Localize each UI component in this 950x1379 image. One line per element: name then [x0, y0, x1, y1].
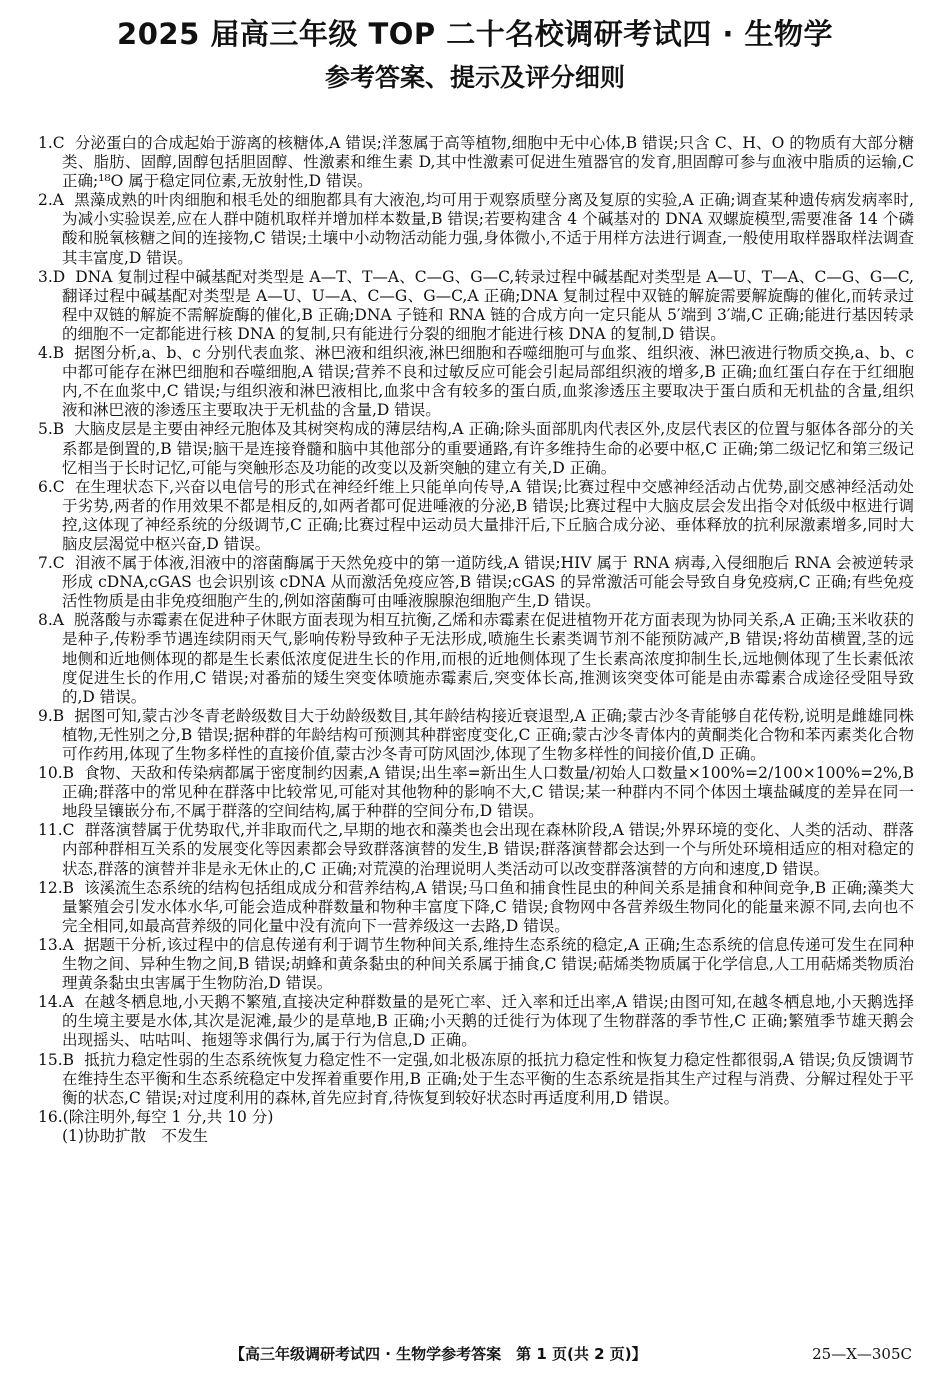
answer-number: 16.: [38, 1107, 63, 1126]
answer-number: 11.: [38, 821, 63, 840]
answer-letter: C: [52, 554, 65, 573]
answer-number: 15.: [38, 1050, 63, 1069]
answer-item-7: [38, 554, 914, 611]
answer-letter: B: [62, 764, 75, 783]
answer-letter: B: [62, 1050, 75, 1069]
answer-number: 3.: [38, 267, 53, 286]
answer-item-5: [38, 420, 914, 477]
answer-item-15: [38, 1051, 914, 1108]
answer-number: 9.: [38, 706, 53, 725]
footer-page-label: 【高三年级调研考试四 · 生物学参考答案 第 1 页(共 2 页)】: [230, 1345, 647, 1363]
answer-number: 7.: [38, 554, 53, 573]
answer-item-3: [38, 268, 914, 344]
answer-number: 12.: [38, 878, 63, 897]
answer-letter: D: [52, 267, 66, 286]
answer-item-4: [38, 344, 914, 420]
answer-letter: A: [62, 993, 74, 1012]
answer-letter: B: [52, 344, 65, 363]
answer-number: 1.: [38, 134, 53, 152]
answer-letter: C: [52, 477, 65, 496]
answer-number: 5.: [38, 420, 53, 439]
answer-explanation: 据题干分析,该过程中的信息传递有利于调节生物种间关系,维持生态系统的稳定,A 正确;生态系统的信息传递可发生在同种生物之间、异种生物之间,B 错误;胡蜂和黄条黏虫的种间关系属于捕食,C 错误;萜烯类物质属于化学信息,人工用萜烯类物质治理黄条黏虫虫害属于生物防治,D 错误。: [62, 935, 914, 993]
answer-letter: B: [52, 706, 65, 725]
answer-explanation: 分泌蛋白的合成起始于游离的核糖体,A 错误;洋葱属于高等植物,细胞中无中心体,B 错误;只含 C、H、O 的物质有大部分糖类、脂肪、固醇,固醇包括胆固醇、性激素和维生素 D,其中性激素可促进生殖器官的发育,胆固醇可参与血液中脂质的运输,C 正确;¹⁸O 属于稳定同位素,无放射性,D 错误。: [62, 134, 914, 191]
answer-number: 13.: [38, 935, 63, 954]
answer-item-13: [38, 936, 914, 993]
answer-explanation: 脱落酸与赤霉素在促进种子休眠方面表现为相互抗衡,乙烯和赤霉素在促进植物开花方面表现为协同关系,A 正确;玉米收获的是种子,传粉季节遇连续阴雨天气,影响传粉导致种子无法形成,喷施生长素类调节剂不能预防减产,B 错误;将幼苗横置,茎的远地侧和近地侧体现的都是生长素低浓度促进生长的作用,而根的近地侧体现了生长素高浓度抑制生长,远地侧体现了生长素低浓度促进生长的作用,C 错误;对番茄的矮生突变体喷施赤霉素后,突变体长高,推测该突变体可能是由赤霉素合成途径受阻导致的,D 错误。: [62, 611, 914, 706]
page-subtitle: 参考答案、提示及评分细则: [324, 63, 625, 92]
answer-number: 8.: [38, 611, 53, 630]
answer-explanation: 在越冬栖息地,小天鹅不繁殖,直接决定种群数量的是死亡率、迁入率和迁出率,A 错误;由图可知,在越冬栖息地,小天鹅选择的生境主要是水体,其次是泥滩,最少的是草地,B 正确;小天鹅的迁徙行为体现了生物群落的季节性,C 正确;繁殖季节雄天鹅会出现摇头、咕咕叫、拖翅等求偶行为,属于行为信息,D 正确。: [62, 993, 914, 1050]
answer-item-1: [38, 134, 914, 191]
answer-letter: A: [52, 611, 64, 630]
answer-item-6: [38, 478, 914, 554]
answer-item-2: [38, 191, 914, 267]
answer-letter: C: [52, 134, 65, 152]
answer-number: 14.: [38, 993, 63, 1012]
answer-item-12: [38, 879, 914, 936]
answer-item-14: [38, 993, 914, 1050]
answer-explanation: 大脑皮层是主要由神经元胞体及其树突构成的薄层结构,A 正确;除头面部肌肉代表区外,皮层代表区的位置与躯体各部分的关系都是倒置的,B 错误;脑干是连接脊髓和脑中其他部分的重要通路,有许多维持生命的必要中枢,C 正确;第二级记忆和第三级记忆相当于长时记忆,可能与突触形态及功能的改变以及新突触的建立有关,D 正确。: [62, 420, 914, 477]
answer-number: 6.: [38, 477, 53, 496]
answer-explanation: DNA 复制过程中碱基配对类型是 A—T、T—A、C—G、G—C,转录过程中碱基配对类型是 A—U、T—A、C—G、G—C,翻译过程中碱基配对类型是 A—U、U—A、C—G、G—C,A 正确;DNA 复制过程中双链的解旋需要解旋酶的催化,而转录过程中双链的解旋不需解旋酶的催化,B 正确;DNA 子链和 RNA 链的合成方向一定只能从 5′端到 3′端,C 正确;能进行基因转录的细胞不一定都能进行核 DNA 的复制,只有能进行分裂的细胞才能进行核 DNA 的复制,D 错误。: [62, 267, 914, 343]
answer-letter: B: [62, 878, 75, 897]
answer-explanation: 该溪流生态系统的结构包括组成成分和营养结构,A 错误;马口鱼和捕食性昆虫的种间关系是捕食和种间竞争,B 正确;藻类大量繁殖会引发水体水华,可能会造成种群数量和物种丰富度下降,C 错误;食物网中各营养级生物同化的能量来源不同,去向也不完全相同,如最高营养级的同化量中没有流向下一营养级这一去路,D 错误。: [62, 878, 914, 935]
answer-explanation: 抵抗力稳定性弱的生态系统恢复力稳定性不一定强,如北极冻原的抵抗力稳定性和恢复力稳定性都很弱,A 错误;负反馈调节在维持生态平衡和生态系统稳定中发挥着重要作用,B 正确;处于生态平衡的生态系统是指其生产过程与消费、分解过程处于平衡的状态,C 错误;对过度利用的森林,首先应封育,待恢复到较好状态时再适度利用,D 错误。: [62, 1050, 914, 1107]
answer-item-16: [38, 1108, 914, 1127]
answer-list: [38, 134, 914, 1146]
answer-item-10: [38, 764, 914, 821]
answer-explanation: 在生理状态下,兴奋以电信号的形式在神经纤维上只能单向传导,A 错误;比赛过程中交感神经活动占优势,副交感神经活动处于劣势,两者的作用效果不都是相反的,如两者都可促进唾液的分泌,B 错误;比赛过程中大脑皮层会发出指令对低级中枢进行调控,这体现了神经系统的分级调节,C 正确;比赛过程中运动员大量排汗后,下丘脑合成分泌、垂体释放的抗利尿激素增多,同时大脑皮层渴觉中枢兴奋,D 错误。: [62, 477, 914, 553]
footer-exam-code: 25—X—305C: [812, 1345, 912, 1363]
answer-number: 2.: [38, 191, 53, 210]
answer-letter: B: [52, 420, 65, 439]
answer-number: 10.: [38, 764, 63, 783]
answer-item-9: [38, 707, 914, 764]
answer-explanation: 群落演替属于优势取代,并非取而代之,早期的地衣和藻类也会出现在森林阶段,A 错误;外界环境的变化、人类的活动、群落内部种群相互关系的发展变化等因素都会导致群落演替的发生,B 错误;群落演替都会达到一个与所处环境相适应的相对稳定的状态,群落的演替并非是永无休止的,C 正确;对荒漠的治理说明人类活动可以改变群落演替的方向和速度,D 错误。: [62, 821, 914, 878]
answer-explanation: 泪液不属于体液,泪液中的溶菌酶属于天然免疫中的第一道防线,A 错误;HIV 属于 RNA 病毒,入侵细胞后 RNA 会被逆转录形成 cDNA,cGAS 也会识别该 cDNA 从而激活免疫应答,B 错误;cGAS 的异常激活可能会导致自身免疫病,C 正确;有些免疫活性物质是由非免疫细胞产生的,例如溶菌酶可由唾液腺腺泡细胞产生,D 错误。: [62, 554, 914, 611]
answer-item-8: [38, 611, 914, 706]
answer-letter: A: [52, 191, 64, 210]
answer-item-11: [38, 821, 914, 878]
answer-explanation: 黑藻成熟的叶肉细胞和根毛处的细胞都具有大液泡,均可用于观察质壁分离及复原的实验,A 正确;调查某种遗传病发病率时,为减小实验误差,应在人群中随机取样并增加样本数量,B 错误;若要构建含 4 个碱基对的 DNA 双螺旋模型,需要准备 14 个磷酸和脱氧核糖之间的连接物,C 错误;土壤中小动物活动能力强,身体微小,不适于用样方法进行调查,一般使用取样器取样法调查其丰富度,D 错误。: [62, 191, 914, 267]
answer-explanation: (除注明外,每空 1 分,共 10 分): [62, 1107, 274, 1126]
answer-number: 4.: [38, 344, 53, 363]
page-footer: [0, 1343, 950, 1365]
page-title: 2025 届高三年级 TOP 二十名校调研考试四 · 生物学: [117, 17, 833, 51]
answer-letter: C: [62, 821, 75, 840]
answer-explanation: 据图分析,a、b、c 分别代表血浆、淋巴液和组织液,淋巴细胞和吞噬细胞可与血浆、组织液、淋巴液进行物质交换,a、b、c 中都可能存在淋巴细胞和吞噬细胞,A 错误;营养不良和过敏反应可能会引起局部组织液的增多,B 正确;血红蛋白存在于红细胞内,不在血浆中,C 错误;与组织液和淋巴液相比,血浆中含有较多的蛋白质,血浆渗透压主要取决于蛋白质和无机盐的含量,组织液和淋巴液的渗透压主要取决于无机盐的含量,D 错误。: [62, 344, 914, 420]
answer-explanation: 据图可知,蒙古沙冬青老龄级数目大于幼龄级数目,其年龄结构接近衰退型,A 正确;蒙古沙冬青能够自花传粉,说明是雌雄同株植物,无性别之分,B 错误;据种群的年龄结构可预测其种群密度变化,C 正确;蒙古沙冬青体内的黄酮类化合物和苯丙素类化合物可作药用,体现了生物多样性的直接价值,蒙古沙冬青可防风固沙,体现了生物多样性的间接价值,D 正确。: [62, 706, 914, 763]
answer-explanation: 食物、天敌和传染病都属于密度制约因素,A 错误;出生率=新出生人口数量/初始人口数量×100%=2/100×100%=2%,B 正确;群落中的常见种在群落中比较常见,可能对其他物种的影响不大,C 错误;某一种群内不同个体因土壤盐碱度的差异在同一地段呈镶嵌分布,不属于群落的空间结构,属于种群的空间分布,D 错误。: [62, 764, 914, 821]
answer-16-subpart-1: (1)协助扩散 不发生: [62, 1126, 208, 1145]
answer-letter: A: [62, 935, 74, 954]
